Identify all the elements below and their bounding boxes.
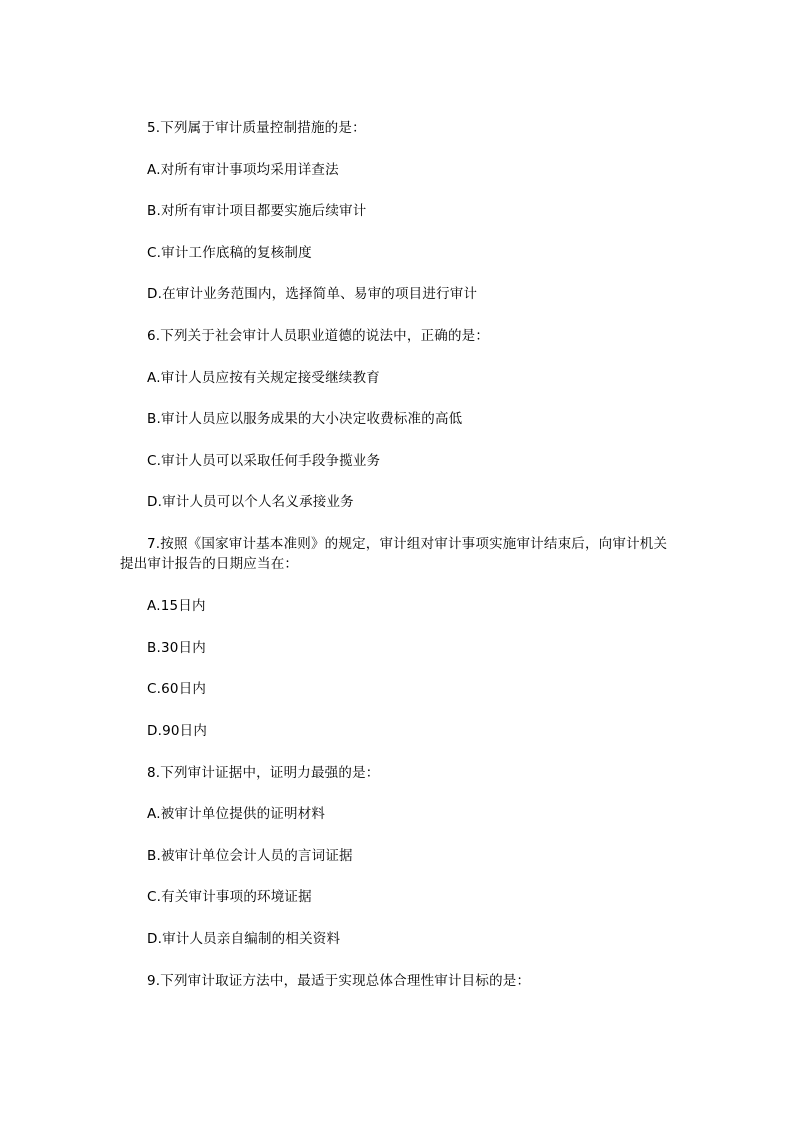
- question-8-option-c: C.有关审计事项的环境证据: [147, 889, 312, 905]
- question-8-stem: 8.下列审计证据中，证明力最强的是：: [147, 765, 380, 781]
- question-8-option-b: B.被审计单位会计人员的言词证据: [147, 848, 353, 864]
- question-7-stem: 7.按照《国家审计基本准则》的规定，审计组对审计事项实施审计结束后，向审计机关提出审计报告的日期应当在：: [120, 536, 668, 572]
- question-6-option-b: B.审计人员应以服务成果的大小决定收费标准的高低: [147, 411, 463, 427]
- question-6-stem: 6.下列关于社会审计人员职业道德的说法中，正确的是：: [147, 328, 490, 344]
- question-9-stem: 9.下列审计取证方法中，最适于实现总体合理性审计目标的是：: [147, 973, 531, 989]
- question-7-option-b: B.30日内: [147, 640, 206, 656]
- question-5-option-a: A.对所有审计事项均采用详查法: [147, 162, 339, 178]
- question-5-stem: 5.下列属于审计质量控制措施的是：: [147, 120, 366, 136]
- question-6-option-a: A.审计人员应按有关规定接受继续教育: [147, 370, 380, 386]
- question-8-option-a: A.被审计单位提供的证明材料: [147, 806, 326, 822]
- question-6-option-c: C.审计人员可以采取任何手段争揽业务: [147, 453, 381, 469]
- question-5-option-b: B.对所有审计项目都要实施后续审计: [147, 203, 367, 219]
- question-7-option-c: C.60日内: [147, 681, 207, 697]
- question-5-option-d: D.在审计业务范围内，选择简单、易审的项目进行审计: [147, 286, 478, 302]
- question-7-option-a: A.15日内: [147, 598, 206, 614]
- question-5-option-c: C.审计工作底稿的复核制度: [147, 245, 312, 261]
- question-6-option-d: D.审计人员可以个人名义承接业务: [147, 494, 354, 510]
- question-7-option-d: D.90日内: [147, 723, 208, 739]
- question-8-option-d: D.审计人员亲自编制的相关资料: [147, 931, 341, 947]
